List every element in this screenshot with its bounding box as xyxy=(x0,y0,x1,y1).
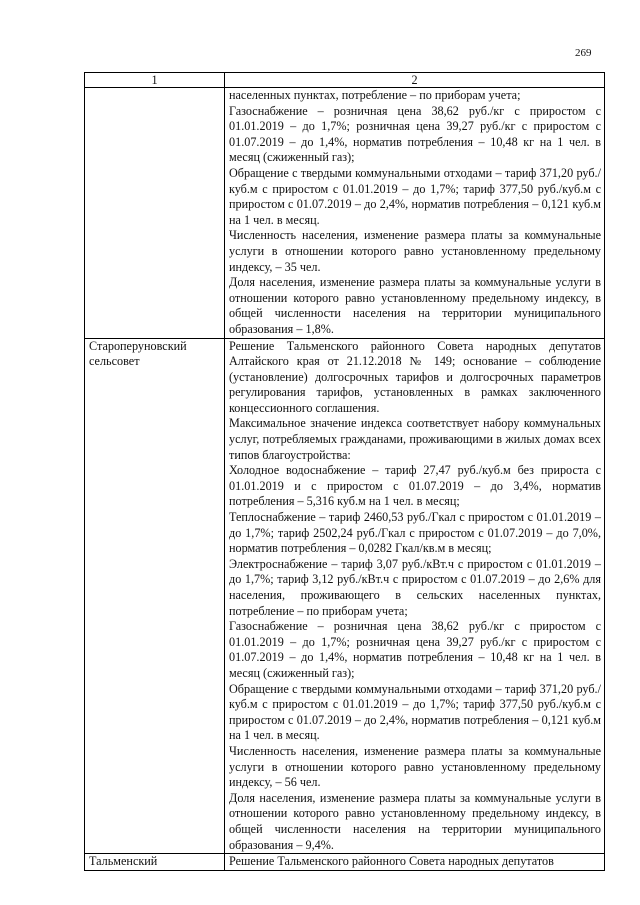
description-paragraph: Численность населения, изменение размера платы за коммунальные услуги в отношении которого равно установленному предельному индексу, – 35 чел. xyxy=(229,228,601,274)
municipality-name: Староперуновский сельсовет xyxy=(85,338,225,854)
municipality-name xyxy=(85,88,225,339)
table-row xyxy=(85,338,605,854)
description-paragraph: Численность населения, изменение размера платы за коммунальные услуги в отношении которого равно установленному предельному индексу, – 56 чел. xyxy=(229,743,601,790)
description-paragraph: Электроснабжение – тариф 3,07 руб./кВт.ч с приростом с 01.01.2019 – до 1,7%; тариф 3,12 руб./кВт.ч с приростом с 01.07.2019 – до 2,6% для населения, проживающего в сельских населенных пунктах, потребление – по приборам учета; xyxy=(229,556,601,618)
description-paragraph: Обращение с твердыми коммунальными отходами – тариф 371,20 руб./куб.м с приростом с 01.01.2019 – до 1,7%; тариф 377,50 руб./куб.м с приростом с 01.07.2019 – до 2,4%, норматив потребления – 0,121 куб.м на 1 чел. в месяц. xyxy=(229,681,601,743)
description-paragraph: Решение Тальменского районного Совета народных депутатов Алтайского края от 21.12.2018 № 149; основание – соблюдение (установление) долгосрочных тарифов и долгосрочных параметров регулирования тарифов, установленных в рамках заключенного концессионного соглашения. xyxy=(229,338,601,415)
description-paragraph: Газоснабжение – розничная цена 38,62 руб./кг с приростом с 01.01.2019 – до 1,7%; розничная цена 39,27 руб./кг с приростом с 01.07.2019 – до 1,4%, норматив потребления – 10,48 кг на 1 чел. в месяц (сжиженный газ); xyxy=(229,103,601,165)
description-paragraph: Холодное водоснабжение – тариф 27,47 руб./куб.м без прироста с 01.01.2019 и с приростом с 01.07.2019 – до 3,4%, норматив потребления – 5,316 куб.м на 1 чел. в месяц; xyxy=(229,463,601,509)
tariff-description xyxy=(225,88,605,339)
description-paragraph: населенных пунктах, потребление – по приборам учета; xyxy=(229,88,521,102)
column-header-2: 2 xyxy=(225,73,605,88)
description-paragraph: Теплоснабжение – тариф 2460,53 руб./Гкал с приростом с 01.01.2019 – до 1,7%; тариф 2502,24 руб./Гкал с приростом с 01.07.2019 – до 7,0%, норматив потребления – 0,0282 Гкал/кв.м в месяц; xyxy=(229,510,601,556)
description-paragraph: Доля населения, изменение размера платы за коммунальные услуги в отношении которого равно установленному предельному индексу, в общей численности населения на территории муниципального образования – 1,8%. xyxy=(229,275,601,336)
table-row xyxy=(85,88,605,339)
description-paragraph: Максимальное значение индекса соответствует набору коммунальных услуг, потребляемых гражданами, проживающими в жилых домах всех типов благоустройства: xyxy=(229,416,601,462)
table-header-row xyxy=(85,73,605,88)
column-header-1: 1 xyxy=(85,73,225,88)
tariff-table xyxy=(84,72,605,871)
description-paragraph: Решение Тальменского районного Совета народных депутатов xyxy=(229,854,554,869)
tariff-description xyxy=(225,854,605,871)
page-number: 269 xyxy=(575,47,592,59)
table-body xyxy=(85,88,605,871)
municipality-name: Тальменский xyxy=(85,854,225,871)
description-paragraph: Обращение с твердыми коммунальными отходами – тариф 371,20 руб./куб.м с приростом с 01.01.2019 – до 1,7%; тариф 377,50 руб./куб.м с приростом с 01.07.2019 – до 2,4%, норматив потребления – 0,121 куб.м на 1 чел. в месяц. xyxy=(229,165,601,227)
tariff-description xyxy=(225,338,605,854)
description-paragraph: Газоснабжение – розничная цена 38,62 руб./кг с приростом с 01.01.2019 – до 1,7%; розничная цена 39,27 руб./кг с приростом с 01.07.2019 – до 1,4%, норматив потребления – 10,48 кг на 1 чел. в месяц (сжиженный газ); xyxy=(229,619,601,680)
table-row xyxy=(85,854,605,871)
description-paragraph: Доля населения, изменение размера платы за коммунальные услуги в отношении которого равно установленному предельному индексу, в общей численности населения на территории муниципального образования – 9,4%. xyxy=(229,790,601,852)
